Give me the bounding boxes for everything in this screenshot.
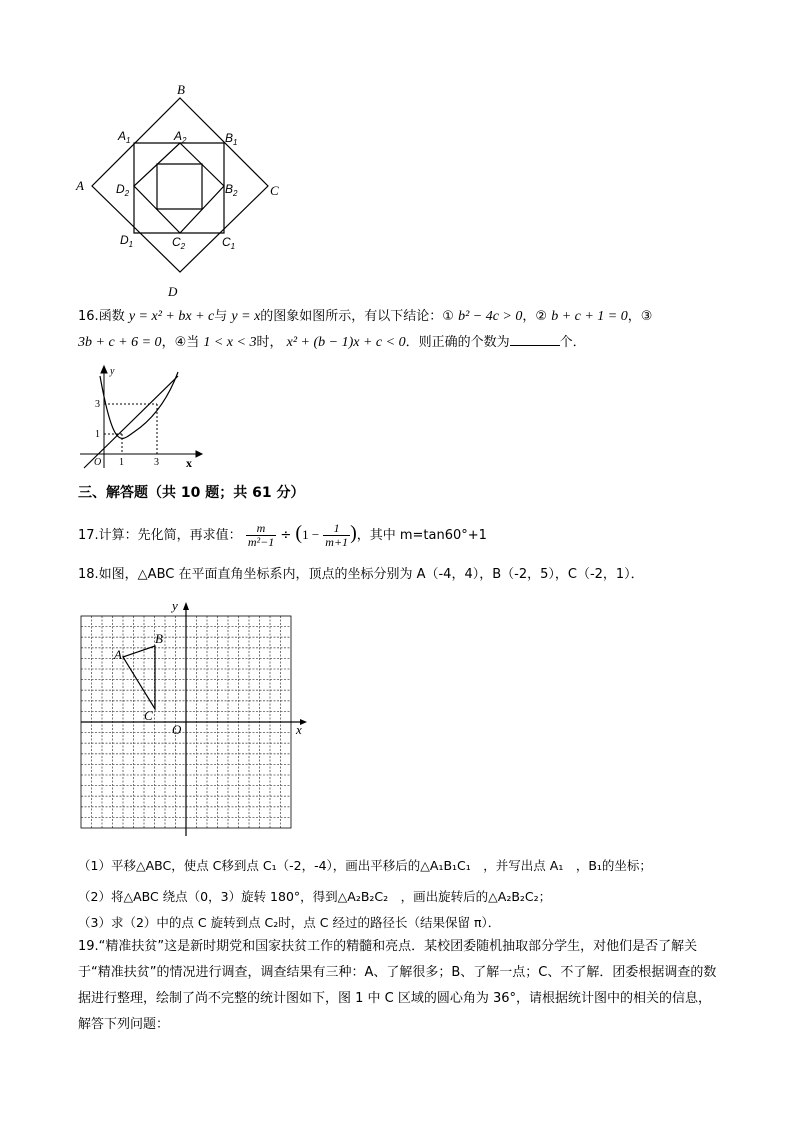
label-a1: $A_1$ [118, 129, 131, 145]
parabola-curve [100, 372, 178, 438]
q18-coordinate-grid [76, 596, 310, 840]
label-c1: $C_1$ [222, 235, 236, 251]
question-number: 16. [78, 309, 99, 324]
origin-label: O [172, 722, 182, 737]
x-label: x [296, 722, 302, 737]
square-a2b2c2d2 [134, 143, 224, 233]
label-c2: $C_2$ [172, 235, 186, 251]
q17-paren-close: ) [350, 522, 357, 544]
question-18-part1: （1）平移△ABC，使点 C移到点 C₁（-2，-4），画出平移后的△A₁B₁C₁ ，并写出点 A₁ ，B₁的坐标； [78, 858, 652, 873]
q16-text: ，④当 [161, 335, 200, 350]
q16-text: 时， [256, 335, 283, 350]
q16-conclusion-1: b² − 4c > 0 [458, 309, 523, 324]
vertex-c-label: C [144, 708, 153, 723]
vertex-b-label: B [155, 631, 163, 646]
label-a: A [76, 178, 84, 193]
q16-text: 的图象如图所示，有以下结论：① [260, 309, 454, 324]
question-18-part3: （3）求（2）中的点 C 旋转到点 C₂时，点 C 经过的路径长（结果保留 π）． [78, 915, 501, 930]
origin-label: O [94, 457, 102, 468]
question-19: 19.“精准扶贫”这是新时期党和国家扶贫工作的精髓和亮点．某校团委随机抽取部分学生，对他们是否了解关于“精准扶贫”的情况进行调查，调查结果有三种：A、了解很多；B、了解一点；C、不了解．团委根据调查的数据进行整理，绘制了尚不完整的统计图如下，图 1 中 C 区域的圆心角为 36°，请根据统计图中的相关的信息，解答下列问题： [78, 939, 717, 1032]
q16-function-graph [74, 364, 204, 474]
question-17 [78, 518, 487, 548]
x-axis-arrow [196, 451, 202, 457]
q16-text: ．则正确的个数为 [405, 335, 510, 350]
y-tick-3: 3 [95, 399, 100, 410]
q16-conclusion-2: b + c + 1 = 0 [551, 309, 628, 324]
y-label: y [172, 598, 178, 613]
x-tick-1: 1 [119, 457, 124, 468]
q16-conclusion-4: x² + (b − 1)x + c < 0 [286, 335, 406, 350]
triangle-abc [123, 646, 155, 709]
question-18-part2: （2）将△ABC 绕点（0，3）旋转 180°，得到△A₂B₂C₂ ，画出旋转后的△A₂B₂C₂； [78, 889, 552, 904]
x-label: x [186, 456, 192, 470]
label-a2: $A_2$ [174, 129, 187, 145]
q17-fraction-2: $\frac{1}{m+1}$ [325, 521, 349, 549]
q17-suffix: ，其中 m=tan60°+1 [356, 528, 487, 543]
label-b1: $B_1$ [225, 131, 238, 147]
square-a1b1c1d1 [134, 143, 224, 233]
q17-fraction-1: $\frac{m}{\text{m²−1}}$ [247, 521, 275, 549]
q16-text: 个． [559, 335, 586, 350]
label-c: C [270, 183, 279, 198]
q16-text: 与 [214, 309, 228, 324]
y-label: y [110, 366, 115, 377]
q16-text: ，③ [627, 309, 653, 324]
q17-paren-open: ( [295, 522, 303, 544]
q16-text: ，② [522, 309, 548, 324]
label-d: D [168, 284, 178, 299]
vertex-a-label: A [114, 647, 122, 662]
label-b2: $B_2$ [225, 182, 238, 198]
q17-divide: ÷ [280, 528, 292, 543]
question-16-line1 [78, 308, 652, 326]
section-title: 三、解答题（共 10 题；共 61 分） [78, 485, 305, 501]
q16-func1: y = x² + bx + c [128, 309, 215, 324]
q16-text: 函数 [98, 309, 125, 324]
x-tick-3: 3 [154, 457, 159, 468]
q17-prefix: 17.计算：先化简，再求值： [78, 528, 242, 543]
q16-range: 1 < x < 3 [203, 335, 257, 350]
question-18: 18.如图，△ABC 在平面直角坐标系内，顶点的坐标分别为 A（-4，4），B（-2，5），C（-2，1）． [78, 567, 644, 582]
label-b: B [177, 82, 185, 97]
q17-one-minus: 1 − [302, 527, 320, 542]
answer-blank[interactable] [510, 333, 560, 346]
question-16-line2 [78, 333, 586, 352]
label-d2: $D_2$ [116, 182, 130, 198]
label-d1: $D_1$ [120, 233, 134, 249]
square-inner [157, 164, 202, 209]
q16-conclusion-3: 3b + c + 6 = 0 [78, 335, 162, 350]
y-tick-1: 1 [95, 429, 100, 440]
y-axis-arrow [183, 602, 189, 610]
y-axis-arrow [101, 366, 107, 373]
q16-func2: y = x [231, 309, 261, 324]
nested-squares-figure [70, 80, 290, 300]
